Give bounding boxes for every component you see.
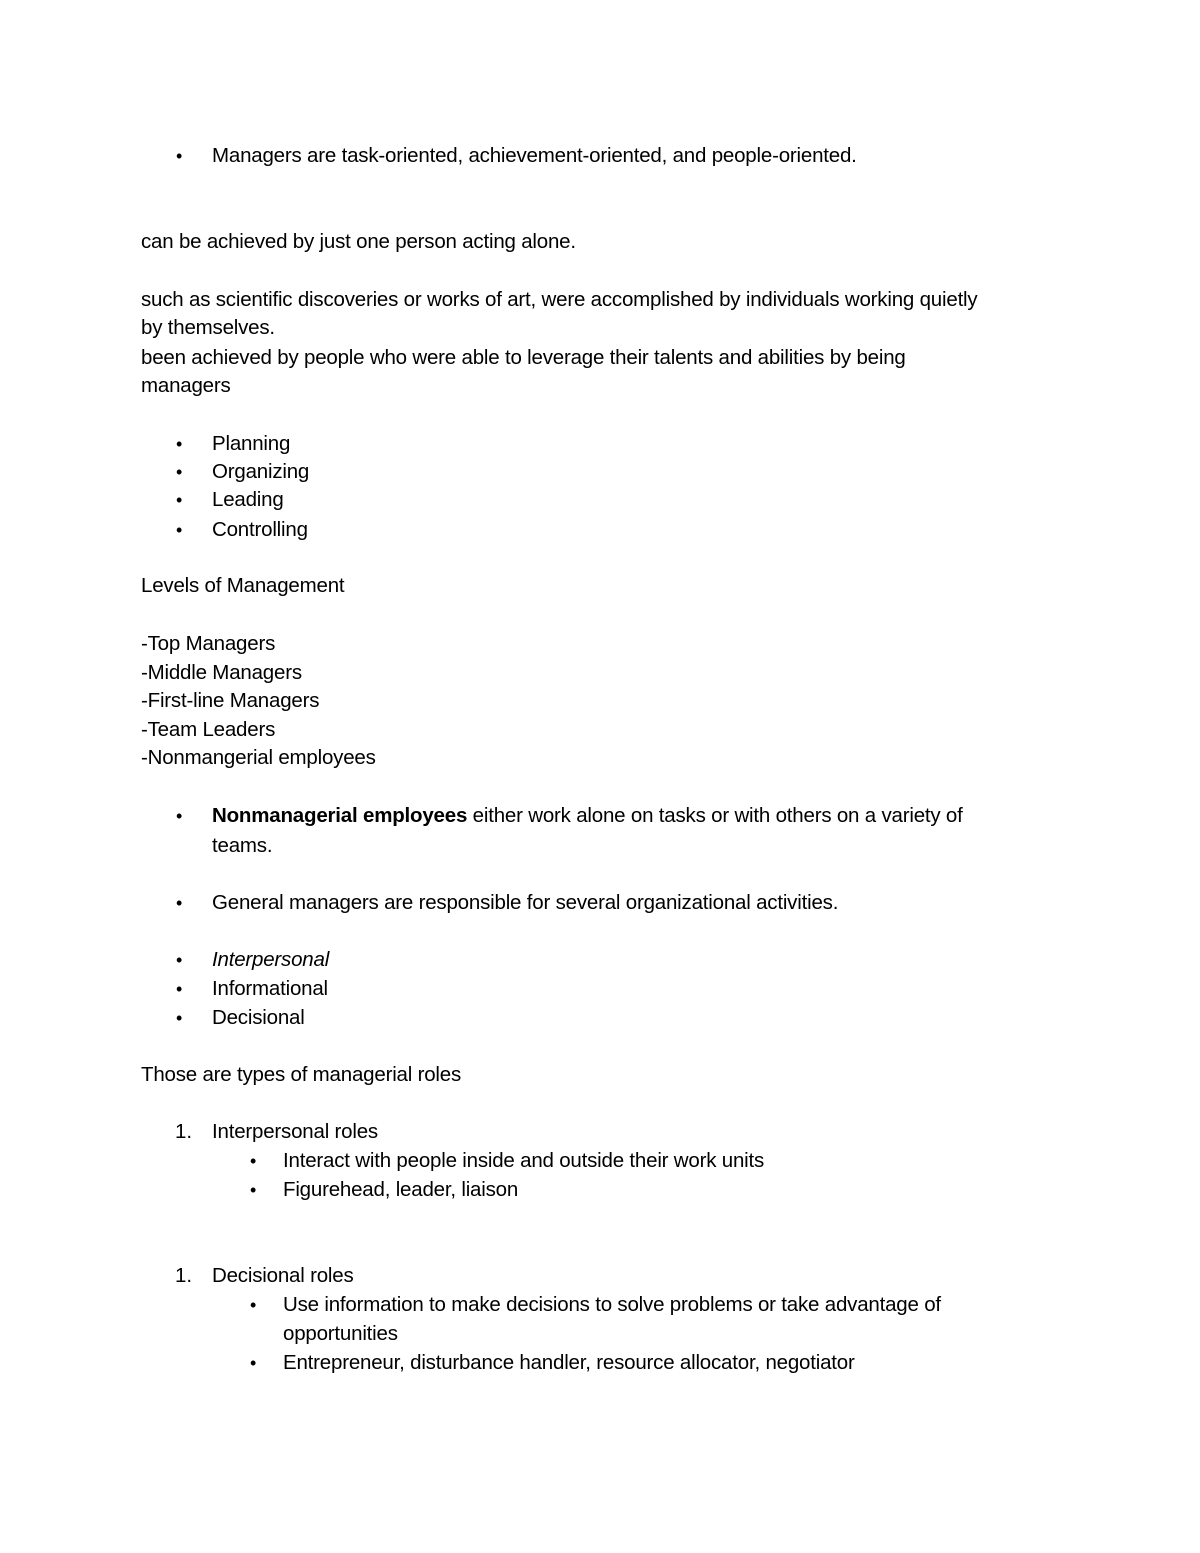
bullet-marker: • bbox=[250, 1180, 257, 1200]
role-type-interpersonal: Interpersonal bbox=[212, 948, 330, 971]
function-item-controlling: Controlling bbox=[212, 518, 308, 541]
role-type-decisional: Decisional bbox=[212, 1006, 305, 1029]
bullet-marker: • bbox=[176, 490, 183, 510]
decisional-roles-title: Decisional roles bbox=[212, 1264, 354, 1287]
general-managers-bullet: General managers are responsible for several organizational activities. bbox=[212, 891, 839, 914]
level-item-team-leaders: -Team Leaders bbox=[141, 718, 276, 741]
list-number: 1. bbox=[175, 1120, 193, 1143]
paragraph-achieved-alone: can be achieved by just one person acting alone. bbox=[141, 230, 576, 253]
role-type-informational: Informational bbox=[212, 977, 328, 1000]
list-number: 1. bbox=[175, 1264, 193, 1287]
paragraph-leverage-line2: managers bbox=[141, 374, 231, 397]
interpersonal-roles-item: Figurehead, leader, liaison bbox=[283, 1178, 519, 1201]
bullet-marker: • bbox=[250, 1151, 257, 1171]
bullet-marker: • bbox=[176, 806, 183, 826]
paragraph-scientific-line2: by themselves. bbox=[141, 316, 275, 339]
bullet-marker: • bbox=[176, 979, 183, 999]
nonmanagerial-description: either work alone on tasks or with others on a variety of bbox=[467, 804, 963, 827]
bullet-marker: • bbox=[176, 950, 183, 970]
bullet-marker: • bbox=[250, 1295, 257, 1315]
bullet-marker: • bbox=[250, 1353, 257, 1373]
nonmanagerial-bullet-line2: teams. bbox=[212, 834, 273, 857]
function-item-leading: Leading bbox=[212, 488, 284, 511]
function-item-organizing: Organizing bbox=[212, 460, 310, 483]
roles-heading: Those are types of managerial roles bbox=[141, 1063, 462, 1086]
level-item-top: -Top Managers bbox=[141, 632, 276, 655]
bullet-marker: • bbox=[176, 520, 183, 540]
function-item-planning: Planning bbox=[212, 432, 291, 455]
bullet-marker: • bbox=[176, 893, 183, 913]
decisional-roles-item-line1: Use information to make decisions to solve problems or take advantage of bbox=[283, 1293, 941, 1316]
bullet-marker: • bbox=[176, 146, 183, 166]
nonmanagerial-bullet-line1 bbox=[212, 802, 963, 830]
levels-heading: Levels of Management bbox=[141, 574, 345, 597]
decisional-roles-item: Entrepreneur, disturbance handler, resource allocator, negotiator bbox=[283, 1351, 855, 1374]
level-item-nonmanagerial: -Nonmangerial employees bbox=[141, 746, 376, 769]
level-item-middle: -Middle Managers bbox=[141, 661, 302, 684]
decisional-roles-item-line2: opportunities bbox=[283, 1322, 398, 1345]
nonmanagerial-term: Nonmanagerial employees bbox=[212, 804, 468, 827]
interpersonal-roles-item: Interact with people inside and outside their work units bbox=[283, 1149, 765, 1172]
level-item-first-line: -First-line Managers bbox=[141, 689, 320, 712]
paragraph-leverage-line1: been achieved by people who were able to leverage their talents and abilities by being bbox=[141, 346, 906, 369]
bullet-marker: • bbox=[176, 462, 183, 482]
managers-orientation-bullet: Managers are task-oriented, achievement-oriented, and people-oriented. bbox=[212, 144, 857, 167]
interpersonal-roles-title: Interpersonal roles bbox=[212, 1120, 378, 1143]
bullet-marker: • bbox=[176, 434, 183, 454]
bullet-marker: • bbox=[176, 1008, 183, 1028]
paragraph-scientific-line1: such as scientific discoveries or works of art, were accomplished by individuals working quietly bbox=[141, 288, 978, 311]
